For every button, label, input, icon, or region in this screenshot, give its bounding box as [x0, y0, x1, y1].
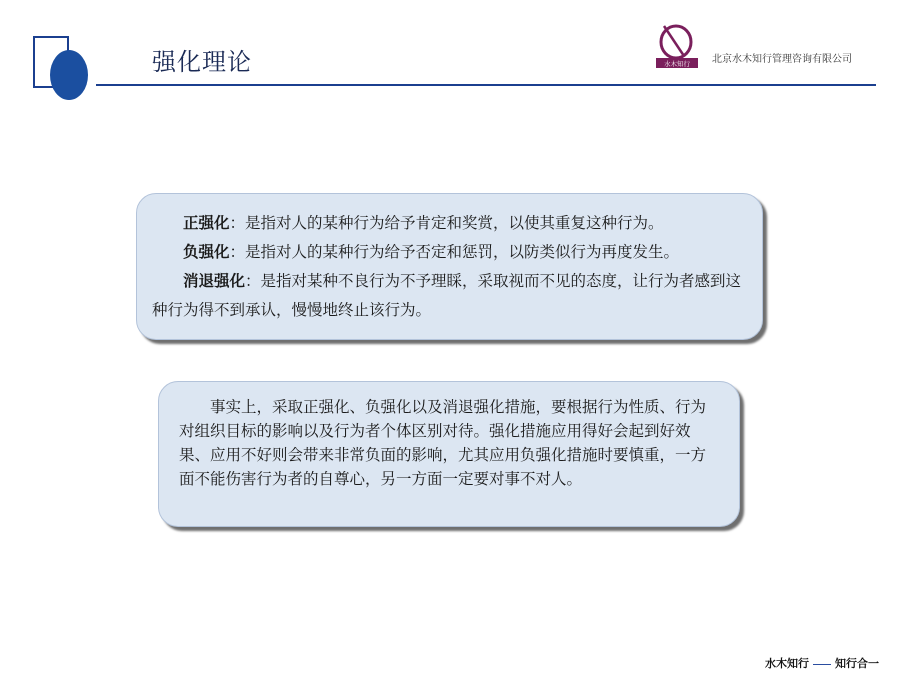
header-decoration-circle — [50, 50, 88, 100]
footer-slogan — [765, 655, 879, 671]
company-name: 北京水木知行管理咨询有限公司 — [712, 54, 852, 65]
definition-positive: 正强化：是指对人的某种行为给予肯定和奖赏，以使其重复这种行为。 — [183, 214, 664, 232]
footer-separator — [813, 664, 831, 665]
application-note-box — [158, 381, 740, 527]
header-divider — [96, 84, 876, 86]
application-note-text: 事实上，采取正强化、负强化以及消退强化措施，要根据行为性质、行为对组织目标的影响以及行为者个体区别对待。强化措施应用得好会起到好效果、应用不好则会带来非常负面的影响，尤其应用负强化措施时要慎重，一方面不能伤害行为者的自尊心，另一方面一定要对事不对人。 — [179, 398, 707, 488]
logo-text: 水木知行 — [664, 60, 690, 68]
definition-box — [136, 193, 763, 340]
term-positive-reinforcement: 正强化 — [183, 214, 230, 232]
footer-right: 知行合一 — [835, 657, 879, 670]
definition-negative: 负强化：是指对人的某种行为给予否定和惩罚，以防类似行为再度发生。 — [183, 243, 680, 261]
page-title: 强化理论 — [152, 48, 252, 76]
footer-left: 水木知行 — [765, 657, 809, 670]
term-extinction: 消退强化 — [183, 272, 246, 290]
company-logo — [654, 22, 700, 70]
term-negative-reinforcement: 负强化 — [183, 243, 230, 261]
definition-extinction: 消退强化：是指对某种不良行为不予理睬，采取视而不见的态度，让行为者感到这种行为得不到承认，慢慢地终止该行为。 — [152, 272, 742, 319]
